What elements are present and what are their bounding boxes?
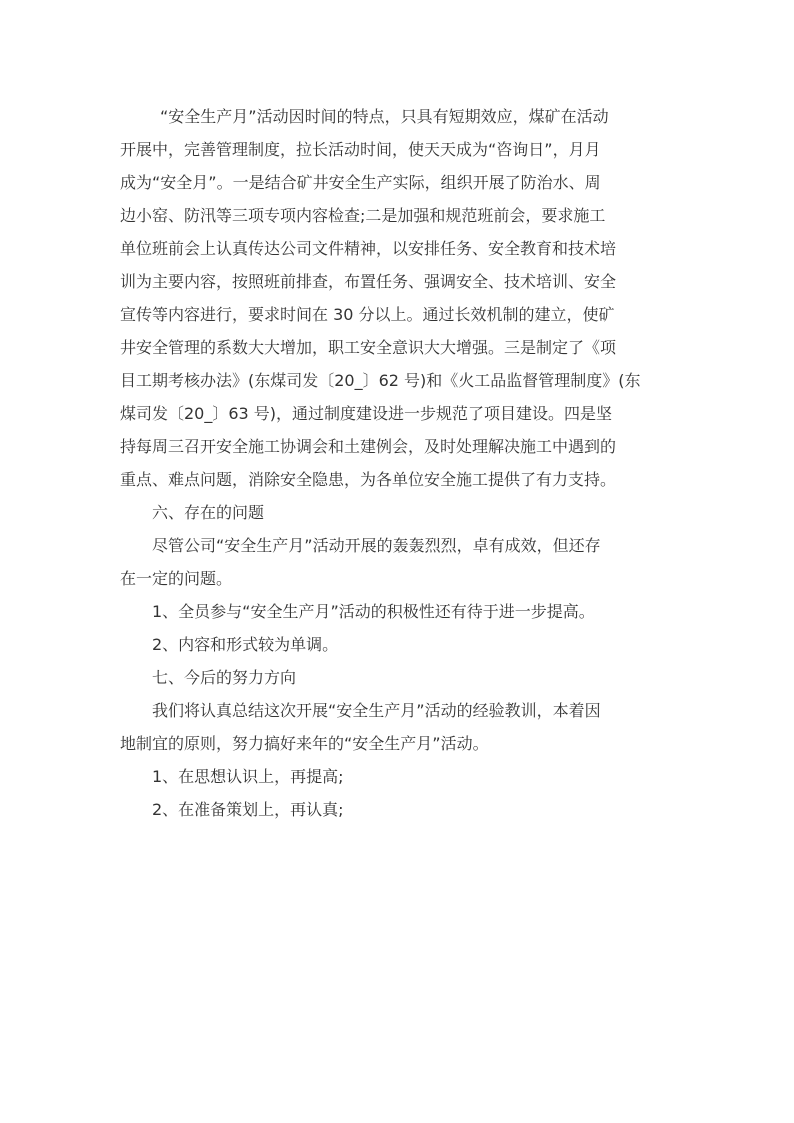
paragraph-line: 煤司发〔20_〕63 号)，通过制度建设进一步规范了项目建设。四是坚	[120, 404, 613, 423]
paragraph-line: 目工期考核办法》(东煤司发〔20_〕62 号)和《火工品监督管理制度》(东	[120, 371, 641, 390]
paragraph-line: 地制宜的原则，努力搞好来年的“安全生产月”活动。	[120, 734, 489, 753]
paragraph-line: 训为主要内容，按照班前排查，布置任务、强调安全、技术培训、安全	[120, 272, 617, 291]
list-item: 2、内容和形式较为单调。	[152, 635, 339, 654]
paragraph-line: 单位班前会上认真传达公司文件精神，以安排任务、安全教育和技术培	[120, 239, 617, 258]
section-heading: 七、今后的努力方向	[152, 668, 297, 687]
paragraph-line: 我们将认真总结这次开展“安全生产月”活动的经验教训，本着因	[152, 701, 601, 720]
section-heading: 六、存在的问题	[152, 503, 265, 522]
list-item: 1、在思想认识上，再提高;	[152, 767, 344, 786]
list-item: 1、全员参与“安全生产月”活动的积极性还有待于进一步提高。	[152, 602, 595, 621]
paragraph-line: 在一定的问题。	[120, 569, 233, 588]
paragraph-line: 尽管公司“安全生产月”活动开展的轰轰烈烈，卓有成效，但还存	[152, 536, 601, 555]
paragraph-line: 边小窑、防汛等三项专项内容检查;二是加强和规范班前会，要求施工	[120, 206, 606, 225]
paragraph-line: 重点、难点问题，消除安全隐患，为各单位安全施工提供了有力支持。	[120, 470, 617, 489]
paragraph-line: 成为“安全月”。一是结合矿井安全生产实际，组织开展了防治水、周	[120, 173, 601, 192]
document-body	[120, 100, 680, 826]
paragraph-line: 持每周三召开安全施工协调会和土建例会，及时处理解决施工中遇到的	[120, 437, 617, 456]
paragraph-line: 宣传等内容进行，要求时间在 30 分以上。通过长效机制的建立，使矿	[120, 305, 615, 324]
paragraph-line: 井安全管理的系数大大增加，职工安全意识大大增强。三是制定了《项	[120, 338, 617, 357]
paragraph-line: “安全生产月”活动因时间的特点，只具有短期效应，煤矿在活动	[160, 107, 609, 126]
list-item: 2、在准备策划上，再认真;	[152, 800, 344, 819]
paragraph-line: 开展中，完善管理制度，拉长活动时间，使天天成为“咨询日”，月月	[120, 140, 601, 159]
